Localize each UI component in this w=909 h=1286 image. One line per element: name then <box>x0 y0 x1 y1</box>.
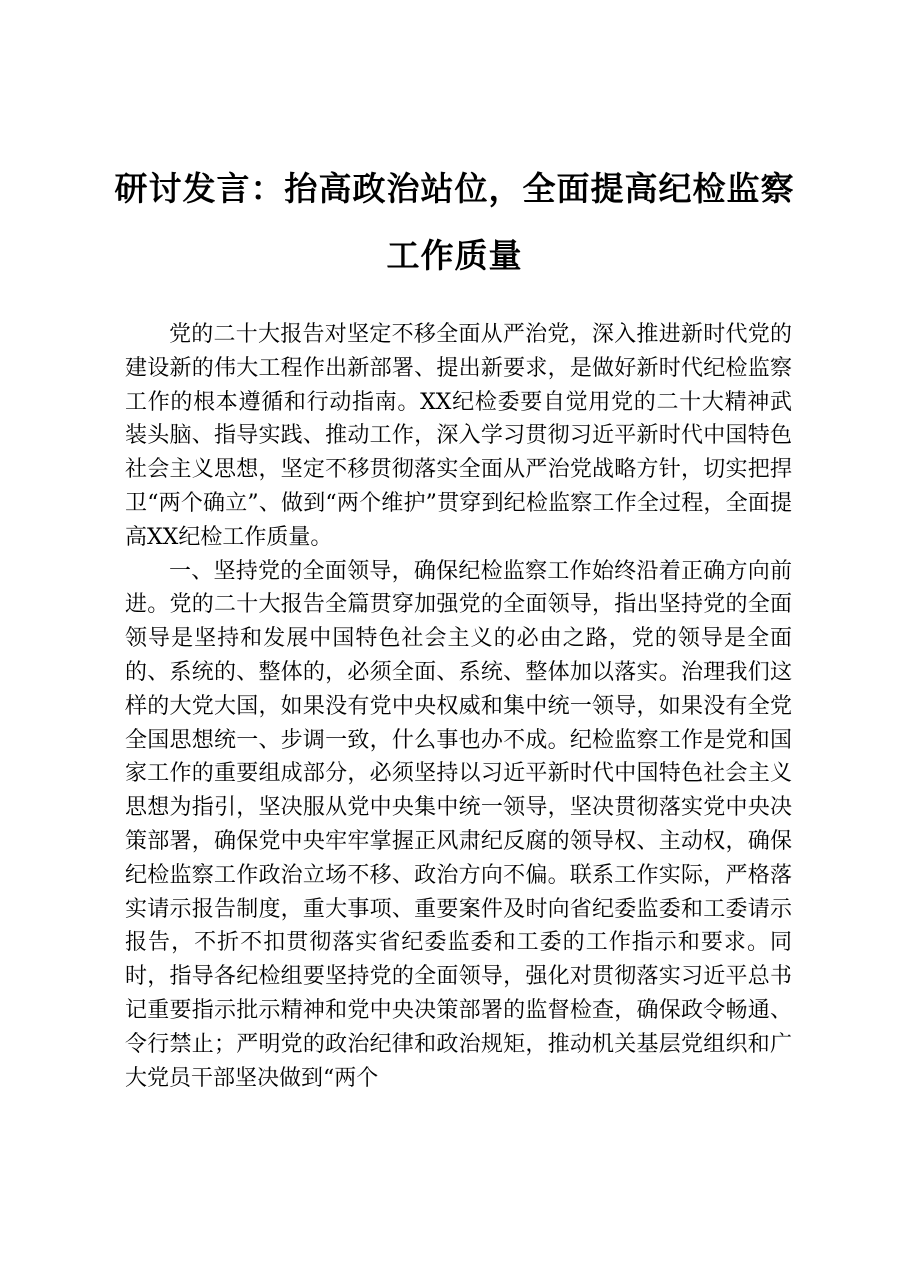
paragraph-section-1: 一、坚持党的全面领导，确保纪检监察工作始终沿着正确方向前进。党的二十大报告全篇贯穿加强党的全面领导，指出坚持党的全面领导是坚持和发展中国特色社会主义的必由之路，党的领导是全面的、系统的、整体的，必须全面、系统、整体加以落实。治理我们这样的大党大国，如果没有党中央权威和集中统一领导，如果没有全党全国思想统一、步调一致，什么事也办不成。纪检监察工作是党和国家工作的重要组成部分，必须坚持以习近平新时代中国特色社会主义思想为指引，坚决服从党中央集中统一领导，坚决贯彻落实党中央决策部署，确保党中央牢牢掌握正风肃纪反腐的领导权、主动权，确保纪检监察工作政治立场不移、政治方向不偏。联系工作实际，严格落实请示报告制度，重大事项、重要案件及时向省纪委监委和工委请示报告，不折不扣贯彻落实省纪委监委和工委的工作指示和要求。同时，指导各纪检组要坚持党的全面领导，强化对贯彻落实习近平总书记重要指示批示精神和党中央决策部署的监督检查，确保政令畅通、令行禁止；严明党的政治纪律和政治规矩，推动机关基层党组织和广大党员干部坚决做到“两个 <box>125 558 792 1091</box>
document-title-line-1: 研讨发言：抬高政治站位，全面提高纪检监察 <box>114 169 795 208</box>
document-title-line-2: 工作质量 <box>386 236 523 275</box>
document-body <box>125 318 792 1095</box>
paragraph-intro: 党的二十大报告对坚定不移全面从严治党，深入推进新时代党的建设新的伟大工程作出新部署、提出新要求，是做好新时代纪检监察工作的根本遵循和行动指南。XX纪检委要自觉用党的二十大精神武装头脑、指导实践、推动工作，深入学习贯彻习近平新时代中国特色社会主义思想，坚定不移贯彻落实全面从严治党战略方针，切实把捍卫“两个确立”、做到“两个维护”贯穿到纪检监察工作全过程，全面提高XX纪检工作质量。 <box>125 322 792 550</box>
